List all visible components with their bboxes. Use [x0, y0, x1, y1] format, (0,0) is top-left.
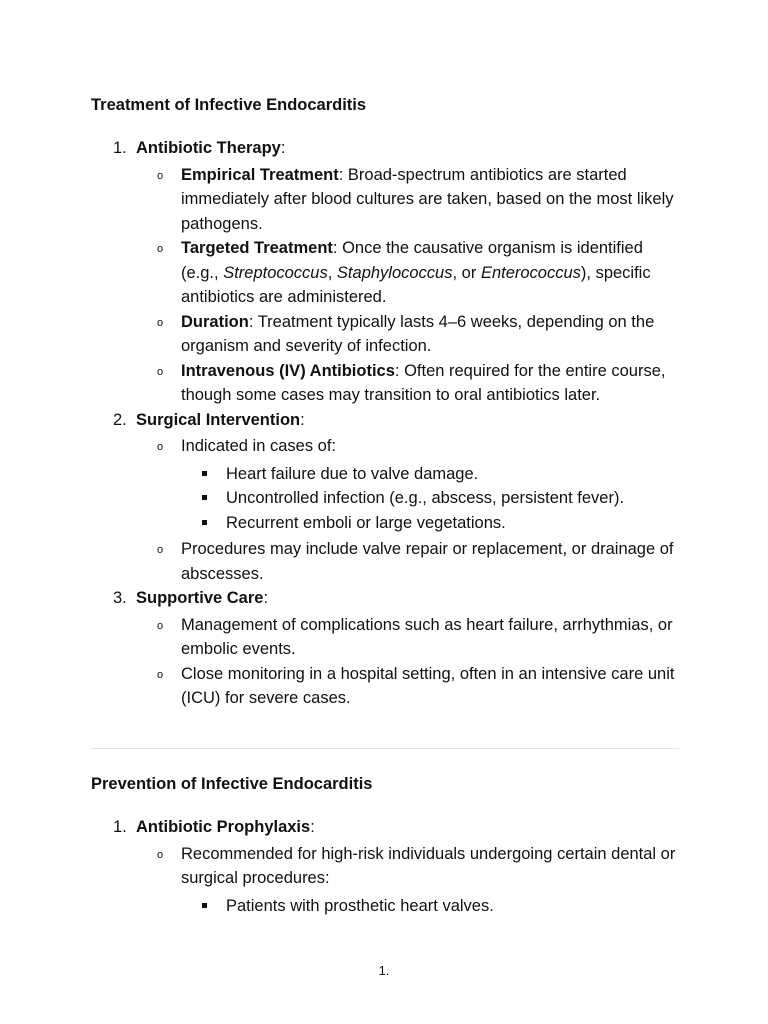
bullet-text: Uncontrolled infection (e.g., abscess, persistent fever). — [226, 489, 625, 507]
sub-item-empirical — [0, 163, 681, 237]
circle-bullet-icon: o — [157, 365, 164, 378]
sub-text: : Once the causative organism is identified (e.g., — [181, 239, 643, 282]
sub-item-monitoring — [0, 662, 681, 711]
treatment-heading: Treatment of Infective Endocarditis — [91, 96, 367, 114]
list-item-antibiotic-prophylaxis — [0, 815, 768, 918]
sub-item-recommended — [0, 842, 681, 891]
circle-bullet-icon: o — [157, 619, 164, 632]
sub-text: Recommended for high-risk individuals undergoing certain dental or surgical procedures: — [181, 844, 676, 887]
sub-label: Targeted Treatment — [181, 239, 333, 257]
sub-text: : Treatment typically lasts 4–6 weeks, depending on the organism and severity of infection. — [181, 312, 655, 355]
item-label: Antibiotic Prophylaxis — [136, 818, 311, 836]
sub-text: Indicated in cases of: — [181, 437, 337, 455]
list-item-heading — [0, 586, 768, 611]
section-divider — [91, 748, 679, 749]
bullet-text: Patients with prosthetic heart valves. — [226, 896, 494, 915]
item-label: Antibiotic Therapy — [136, 139, 281, 157]
page-number: 1. — [378, 963, 390, 978]
sub-item-complications — [0, 613, 681, 662]
prevention-list — [0, 815, 768, 918]
circle-bullet-icon: o — [157, 316, 164, 329]
square-bullet-icon — [202, 495, 207, 500]
bullet-text: Recurrent emboli or large vegetations. — [226, 513, 506, 532]
sub-item-indications — [0, 434, 681, 459]
square-bullet-icon — [202, 471, 207, 476]
item-label: Supportive Care — [136, 589, 264, 607]
square-bullet-icon — [202, 903, 207, 908]
list-item — [0, 511, 681, 536]
list-item-heading — [0, 815, 768, 840]
list-item — [0, 894, 681, 919]
colon: : — [263, 589, 269, 607]
circle-bullet-icon: o — [157, 441, 164, 453]
organism-name: Staphylococcus — [336, 263, 453, 282]
treatment-list — [0, 136, 768, 711]
sub-label: Empirical Treatment — [181, 165, 339, 184]
separator: , or — [452, 263, 481, 282]
sub-text: Close monitoring in a hospital setting, often in an intensive care unit (ICU) for severe cases. — [181, 664, 675, 707]
indications-list — [0, 462, 768, 536]
separator: , — [327, 263, 337, 282]
sub-text: Procedures may include valve repair or replacement, or drainage of abscesses. — [181, 540, 674, 583]
square-bullet-icon — [202, 520, 207, 525]
circle-bullet-icon: o — [157, 668, 164, 681]
list-item-supportive-care — [0, 586, 768, 711]
sub-item-targeted — [0, 236, 681, 310]
circle-bullet-icon: o — [157, 848, 164, 861]
sub-label: Duration — [181, 312, 249, 331]
list-item — [0, 486, 681, 511]
sub-text: : Broad-spectrum antibiotics are started immediately after blood cultures are taken, based on the most likely pathogens. — [181, 165, 674, 233]
sub-item-iv-antibiotics — [0, 359, 681, 408]
colon: : — [310, 818, 315, 836]
list-item — [0, 462, 681, 487]
high-risk-list — [0, 894, 768, 919]
list-item-heading — [0, 408, 768, 433]
item-label: Surgical Intervention — [136, 410, 301, 429]
sub-text: Management of complications such as heart failure, arrhythmias, or embolic events. — [181, 615, 673, 658]
circle-bullet-icon: o — [157, 544, 164, 556]
sub-item-procedures — [0, 537, 681, 586]
list-number: 1. — [113, 818, 127, 836]
sub-label: Intravenous (IV) Antibiotics — [181, 361, 395, 380]
colon: : — [300, 410, 305, 429]
list-item-antibiotic-therapy — [0, 136, 768, 408]
circle-bullet-icon: o — [157, 169, 164, 182]
organism-name: Enterococcus — [480, 263, 581, 282]
sub-item-duration — [0, 310, 681, 359]
list-number: 1. — [113, 139, 127, 157]
colon: : — [280, 139, 286, 157]
sub-text: ), specific antibiotics are administered. — [181, 263, 651, 306]
circle-bullet-icon: o — [157, 243, 164, 255]
list-number: 3. — [113, 589, 127, 607]
prevention-heading: Prevention of Infective Endocarditis — [91, 775, 373, 793]
bullet-text: Heart failure due to valve damage. — [226, 464, 479, 483]
list-number: 2. — [113, 410, 127, 429]
list-item-surgical-intervention — [0, 408, 768, 587]
list-item-heading — [0, 136, 768, 161]
sub-text: : Often required for the entire course, though some cases may transition to oral antibiotics later. — [181, 361, 666, 404]
organism-name: Streptococcus — [223, 263, 328, 282]
